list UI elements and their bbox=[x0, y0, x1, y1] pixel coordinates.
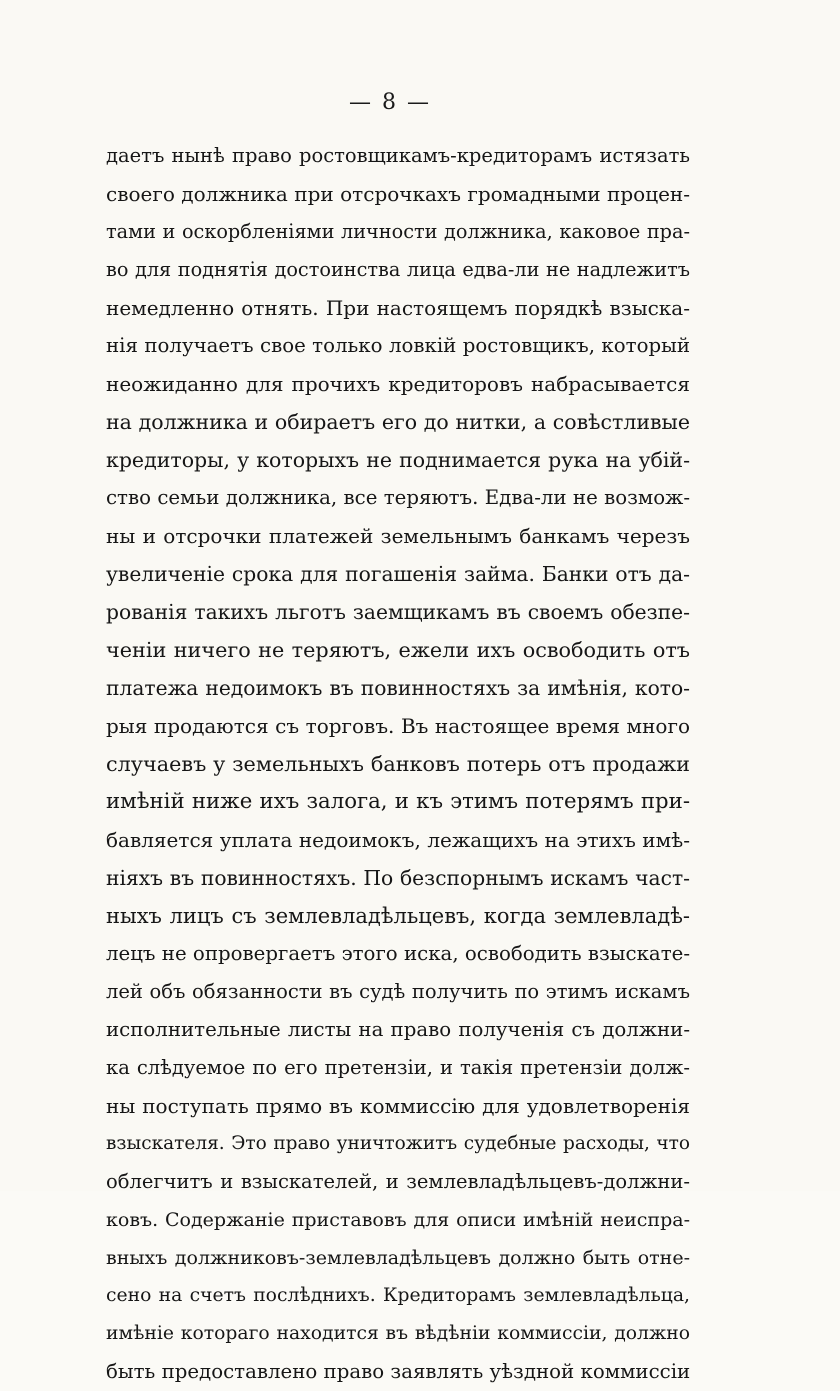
text-line: имѣній ниже ихъ залога, и къ этимъ потерямъ при- bbox=[106, 789, 690, 814]
text-line: немедленно отнять. При настоящемъ порядкѣ взыска- bbox=[106, 296, 690, 320]
text-line: ны и отсрочки платежей земельнымъ банкамъ черезъ bbox=[106, 524, 690, 548]
text-line: быть предоставлено право заявлять уѣздной коммиссіи bbox=[106, 1360, 691, 1383]
text-line: неожиданно для прочихъ кредиторовъ набрасывается bbox=[106, 372, 690, 396]
text-line: облегчитъ и взыскателей, и землевладѣльцевъ-должни- bbox=[106, 1170, 690, 1193]
text-line: исполнительные листы на право полученія съ должни- bbox=[106, 1018, 690, 1041]
text-line: кредиторы, у которыхъ не поднимается рука на убій- bbox=[106, 448, 690, 472]
text-line: платежа недоимокъ въ повинностяхъ за имѣнія, кото- bbox=[106, 676, 690, 700]
page-number: — 8 — bbox=[349, 90, 431, 115]
text-line: ныхъ лицъ съ землевладѣльцевъ, когда землевладѣ- bbox=[106, 904, 690, 928]
text-line: даетъ нынѣ право ростовщикамъ-кредиторамъ истязать bbox=[106, 144, 690, 167]
text-line: вныхъ должниковъ-землевладѣльцевъ должно быть отне- bbox=[106, 1247, 690, 1269]
text-line: имѣніе котораго находится въ вѣдѣніи коммиссіи, должно bbox=[106, 1323, 690, 1344]
text-line: тами и оскорбленіями личности должника, каковое пра- bbox=[106, 220, 690, 243]
text-line: ковъ. Содержаніе приставовъ для описи имѣній неиспра- bbox=[106, 1209, 690, 1231]
text-line: ніяхъ въ повинностяхъ. По безспорнымъ искамъ част- bbox=[106, 866, 690, 890]
text-line: нія получаетъ свое только ловкій ростовщикъ, который bbox=[106, 334, 690, 357]
text-line: ны поступать прямо въ коммиссію для удовлетворенія bbox=[106, 1094, 690, 1118]
text-line: своего должника при отсрочкахъ громадными процен- bbox=[106, 182, 690, 206]
text-line: ченіи ничего не теряютъ, ежели ихъ освободить отъ bbox=[106, 638, 690, 662]
text-line: рыя продаются съ торговъ. Въ настоящее время много bbox=[106, 714, 690, 738]
text-line: сено на счетъ послѣднихъ. Кредиторамъ землевладѣльца, bbox=[106, 1285, 690, 1306]
body-text bbox=[106, 137, 690, 1391]
text-line: лей объ обязанности въ судѣ получить по этимъ искамъ bbox=[106, 980, 690, 1003]
text-line: во для поднятія достоинства лица едва-ли не надлежитъ bbox=[106, 258, 690, 281]
text-line: рованія такихъ льготъ заемщикамъ въ своемъ обезпе- bbox=[106, 600, 690, 624]
text-line: ство семьи должника, все теряютъ. Едва-ли не возмож- bbox=[106, 486, 690, 509]
text-line: увеличеніе срока для погашенія займа. Банки отъ да- bbox=[106, 562, 690, 586]
text-line: лецъ не опровергаетъ этого иска, освободить взыскате- bbox=[106, 942, 690, 965]
text-line: бавляется уплата недоимокъ, лежащихъ на этихъ имѣ- bbox=[106, 828, 690, 852]
text-line: случаевъ у земельныхъ банковъ потерь отъ продажи bbox=[106, 752, 690, 776]
text-line: ка слѣдуемое по его претензіи, и такія претензіи долж- bbox=[106, 1056, 690, 1079]
text-line: взыскателя. Это право уничтожитъ судебные расходы, что bbox=[106, 1133, 690, 1154]
text-line: на должника и обираетъ его до нитки, а совѣстливые bbox=[106, 410, 690, 434]
